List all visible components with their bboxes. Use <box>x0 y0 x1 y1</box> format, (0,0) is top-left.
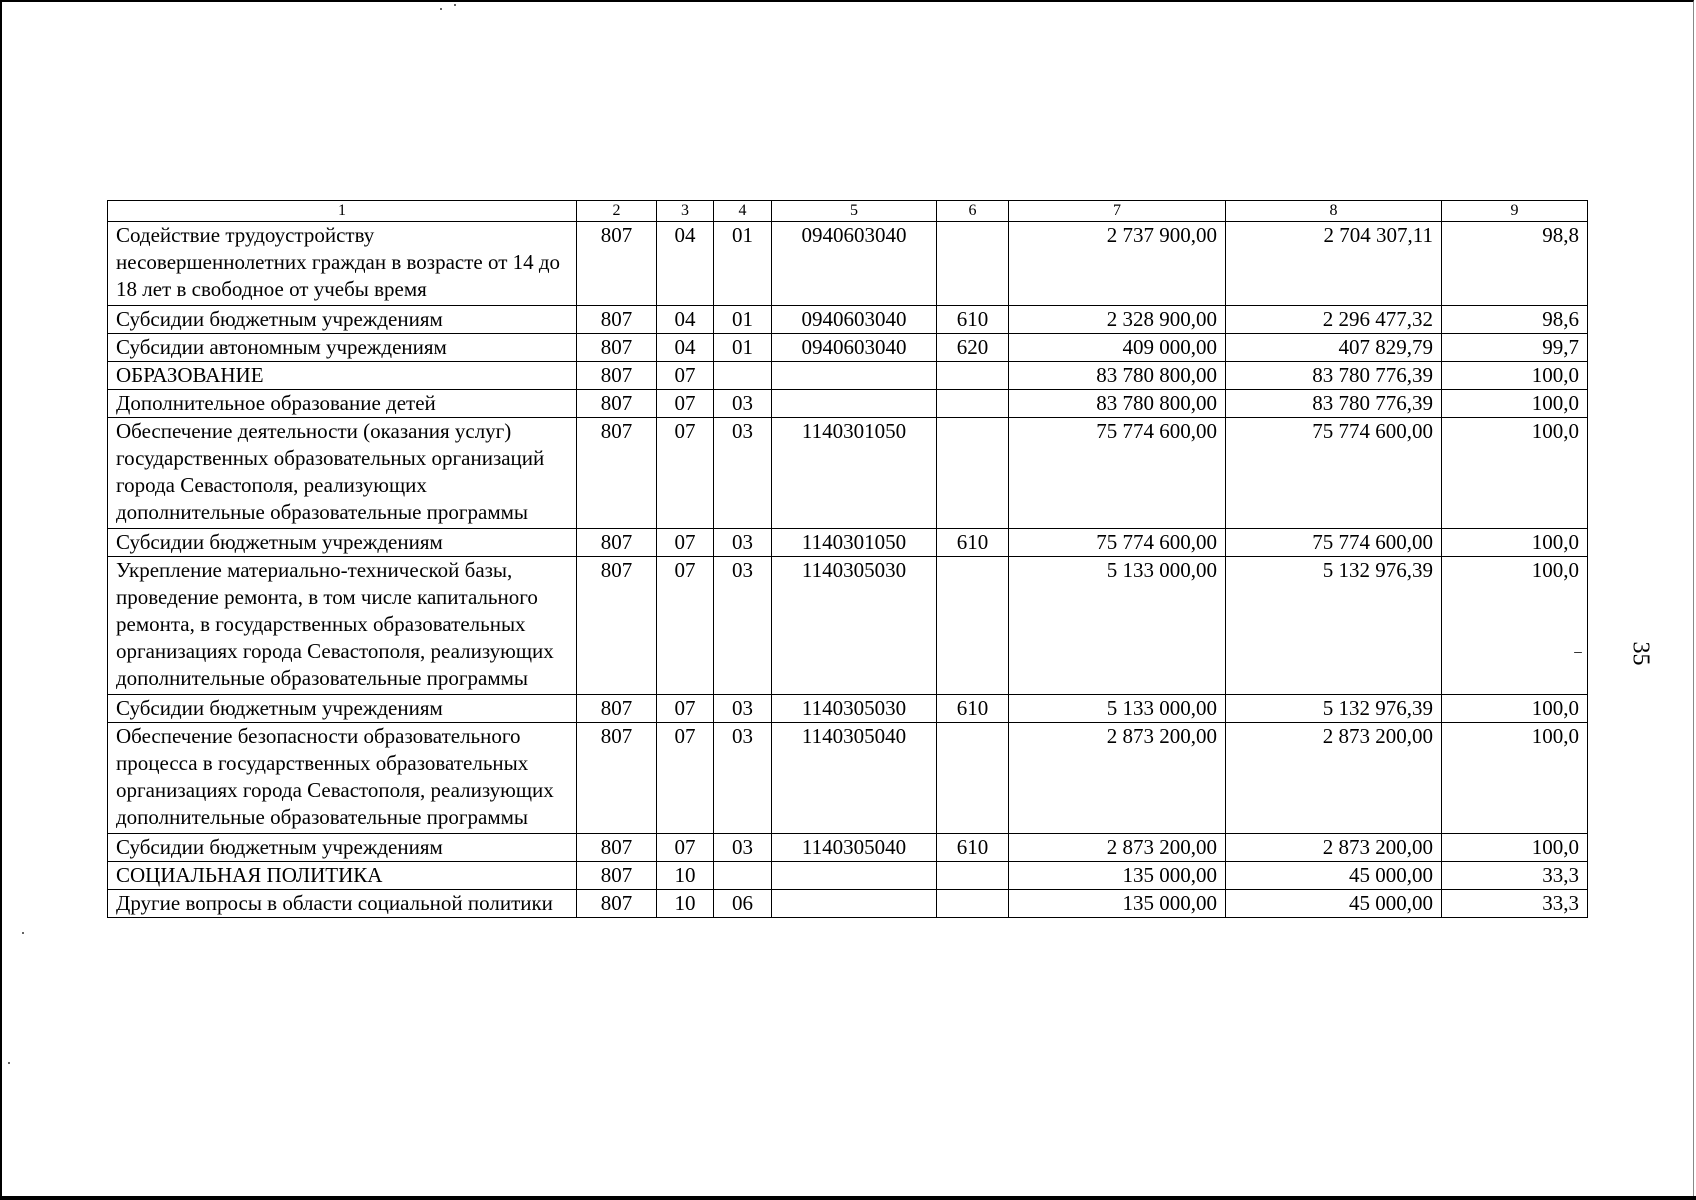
cell-col-7: 75 774 600,00 <box>1009 418 1226 529</box>
cell-col-9: 98,6 <box>1442 306 1588 334</box>
cell-col-8: 2 873 200,00 <box>1226 834 1442 862</box>
cell-col-4: 06 <box>714 890 772 918</box>
cell-col-6 <box>937 862 1009 890</box>
row-name: Субсидии автономным учреждениям <box>108 334 577 362</box>
cell-col-2: 807 <box>577 834 657 862</box>
row-name: Субсидии бюджетным учреждениям <box>108 695 577 723</box>
table-row <box>108 362 1588 390</box>
row-name: Содействие трудоустройству несовершеннолетних граждан в возрасте от 14 до 18 лет в свободное от учебы время <box>108 222 577 306</box>
header-col-4: 4 <box>714 201 772 222</box>
cell-col-4: 03 <box>714 557 772 695</box>
table-row <box>108 334 1588 362</box>
cell-col-3: 07 <box>657 723 714 834</box>
cell-col-8: 5 132 976,39 <box>1226 695 1442 723</box>
table-row <box>108 390 1588 418</box>
cell-col-9: 100,0 <box>1442 418 1588 529</box>
row-name: ОБРАЗОВАНИЕ <box>108 362 577 390</box>
cell-col-3: 07 <box>657 390 714 418</box>
header-col-7: 7 <box>1009 201 1226 222</box>
cell-col-8: 2 704 307,11 <box>1226 222 1442 306</box>
cell-col-9: 100,0 <box>1442 362 1588 390</box>
cell-col-3: 04 <box>657 222 714 306</box>
cell-col-2: 807 <box>577 557 657 695</box>
table-row <box>108 557 1588 695</box>
cell-col-6 <box>937 890 1009 918</box>
cell-col-4: 01 <box>714 334 772 362</box>
cell-col-7: 83 780 800,00 <box>1009 390 1226 418</box>
cell-col-8: 5 132 976,39 <box>1226 557 1442 695</box>
cell-col-2: 807 <box>577 862 657 890</box>
cell-col-8: 75 774 600,00 <box>1226 529 1442 557</box>
cell-col-5 <box>772 390 937 418</box>
cell-col-5 <box>772 890 937 918</box>
cell-col-3: 04 <box>657 306 714 334</box>
cell-col-9: 98,8 <box>1442 222 1588 306</box>
cell-col-7: 135 000,00 <box>1009 890 1226 918</box>
cell-col-4: 03 <box>714 390 772 418</box>
scan-bottom-edge <box>0 1196 1696 1200</box>
cell-col-4 <box>714 862 772 890</box>
cell-col-5: 1140305040 <box>772 834 937 862</box>
row-name: Субсидии бюджетным учреждениям <box>108 529 577 557</box>
scan-speck <box>454 4 456 6</box>
cell-col-8: 2 296 477,32 <box>1226 306 1442 334</box>
cell-col-3: 07 <box>657 529 714 557</box>
row-name: Обеспечение деятельности (оказания услуг) государственных образовательных организаций города Севастополя, реализующих дополнительные образовательные программы <box>108 418 577 529</box>
header-col-5: 5 <box>772 201 937 222</box>
cell-col-6 <box>937 418 1009 529</box>
cell-col-3: 07 <box>657 834 714 862</box>
row-name: Дополнительное образование детей <box>108 390 577 418</box>
cell-col-6 <box>937 222 1009 306</box>
cell-col-5: 1140301050 <box>772 418 937 529</box>
cell-col-4: 01 <box>714 306 772 334</box>
page-number: 35 <box>1627 641 1654 666</box>
cell-col-9: 99,7 <box>1442 334 1588 362</box>
cell-col-2: 807 <box>577 390 657 418</box>
cell-col-3: 07 <box>657 695 714 723</box>
cell-col-2: 807 <box>577 890 657 918</box>
cell-col-6: 610 <box>937 529 1009 557</box>
row-name: Обеспечение безопасности образовательного процесса в государственных образовательных организациях города Севастополя, реализующих дополнительные образовательные программы <box>108 723 577 834</box>
table-row <box>108 723 1588 834</box>
cell-col-5: 0940603040 <box>772 334 937 362</box>
table-row <box>108 695 1588 723</box>
cell-col-5 <box>772 362 937 390</box>
cell-col-5: 1140301050 <box>772 529 937 557</box>
cell-col-8: 83 780 776,39 <box>1226 362 1442 390</box>
cell-col-2: 807 <box>577 723 657 834</box>
table-row <box>108 862 1588 890</box>
cell-col-5 <box>772 862 937 890</box>
cell-col-8: 45 000,00 <box>1226 890 1442 918</box>
table-row <box>108 529 1588 557</box>
cell-col-2: 807 <box>577 306 657 334</box>
row-name: Другие вопросы в области социальной политики <box>108 890 577 918</box>
cell-col-7: 2 873 200,00 <box>1009 723 1226 834</box>
cell-col-7: 75 774 600,00 <box>1009 529 1226 557</box>
cell-col-8: 75 774 600,00 <box>1226 418 1442 529</box>
cell-col-7: 2 873 200,00 <box>1009 834 1226 862</box>
cell-col-5: 1140305030 <box>772 695 937 723</box>
cell-col-7: 5 133 000,00 <box>1009 695 1226 723</box>
cell-col-4: 01 <box>714 222 772 306</box>
cell-col-7: 5 133 000,00 <box>1009 557 1226 695</box>
table-row <box>108 418 1588 529</box>
cell-col-6 <box>937 390 1009 418</box>
cell-col-7: 83 780 800,00 <box>1009 362 1226 390</box>
cell-col-9: 100,0 <box>1442 695 1588 723</box>
cell-col-5: 1140305040 <box>772 723 937 834</box>
cell-col-8: 83 780 776,39 <box>1226 390 1442 418</box>
table-row <box>108 306 1588 334</box>
row-name: Субсидии бюджетным учреждениям <box>108 834 577 862</box>
cell-col-3: 10 <box>657 862 714 890</box>
cell-col-4: 03 <box>714 834 772 862</box>
header-col-8: 8 <box>1226 201 1442 222</box>
cell-col-2: 807 <box>577 222 657 306</box>
cell-col-8: 2 873 200,00 <box>1226 723 1442 834</box>
cell-col-5: 0940603040 <box>772 222 937 306</box>
scan-speck <box>22 932 24 934</box>
cell-col-6: 610 <box>937 695 1009 723</box>
cell-col-3: 07 <box>657 418 714 529</box>
cell-col-6 <box>937 362 1009 390</box>
cell-col-5: 1140305030 <box>772 557 937 695</box>
cell-col-4: 03 <box>714 723 772 834</box>
cell-col-5: 0940603040 <box>772 306 937 334</box>
header-col-2: 2 <box>577 201 657 222</box>
cell-col-6: 620 <box>937 334 1009 362</box>
cell-col-2: 807 <box>577 418 657 529</box>
cell-col-3: 10 <box>657 890 714 918</box>
header-col-6: 6 <box>937 201 1009 222</box>
cell-col-4 <box>714 362 772 390</box>
header-col-3: 3 <box>657 201 714 222</box>
table-header-row <box>108 201 1588 222</box>
cell-col-8: 407 829,79 <box>1226 334 1442 362</box>
header-col-9: 9 <box>1442 201 1588 222</box>
cell-col-2: 807 <box>577 362 657 390</box>
cell-col-6: 610 <box>937 834 1009 862</box>
table-row <box>108 890 1588 918</box>
scan-speck <box>440 8 442 10</box>
cell-col-9: 33,3 <box>1442 890 1588 918</box>
cell-col-7: 2 328 900,00 <box>1009 306 1226 334</box>
cell-col-9: 100,0 <box>1442 529 1588 557</box>
cell-col-9: 100,0 <box>1442 723 1588 834</box>
row-name: Укрепление материально-технической базы, проведение ремонта, в том числе капитального ремонта, в государственных образовательных организациях города Севастополя, реализующих дополнительные образовательные программы <box>108 557 577 695</box>
table-row <box>108 834 1588 862</box>
scan-speck <box>8 1062 10 1064</box>
cell-col-6 <box>937 723 1009 834</box>
cell-col-4: 03 <box>714 695 772 723</box>
table-row <box>108 222 1588 306</box>
cell-col-4: 03 <box>714 529 772 557</box>
cell-col-6 <box>937 557 1009 695</box>
cell-col-9: 100,0 <box>1442 834 1588 862</box>
cell-col-9: 100,0 <box>1442 557 1588 695</box>
cell-col-8: 45 000,00 <box>1226 862 1442 890</box>
row-name: Субсидии бюджетным учреждениям <box>108 306 577 334</box>
cell-col-7: 2 737 900,00 <box>1009 222 1226 306</box>
cell-col-4: 03 <box>714 418 772 529</box>
cell-col-2: 807 <box>577 334 657 362</box>
row-name: СОЦИАЛЬНАЯ ПОЛИТИКА <box>108 862 577 890</box>
cell-col-3: 04 <box>657 334 714 362</box>
cell-col-3: 07 <box>657 362 714 390</box>
cell-col-9: 33,3 <box>1442 862 1588 890</box>
header-col-1: 1 <box>108 201 577 222</box>
budget-execution-table <box>107 200 1588 918</box>
cell-col-2: 807 <box>577 529 657 557</box>
cell-col-7: 135 000,00 <box>1009 862 1226 890</box>
cell-col-6: 610 <box>937 306 1009 334</box>
cell-col-2: 807 <box>577 695 657 723</box>
cell-col-3: 07 <box>657 557 714 695</box>
cell-col-7: 409 000,00 <box>1009 334 1226 362</box>
cell-col-9: 100,0 <box>1442 390 1588 418</box>
